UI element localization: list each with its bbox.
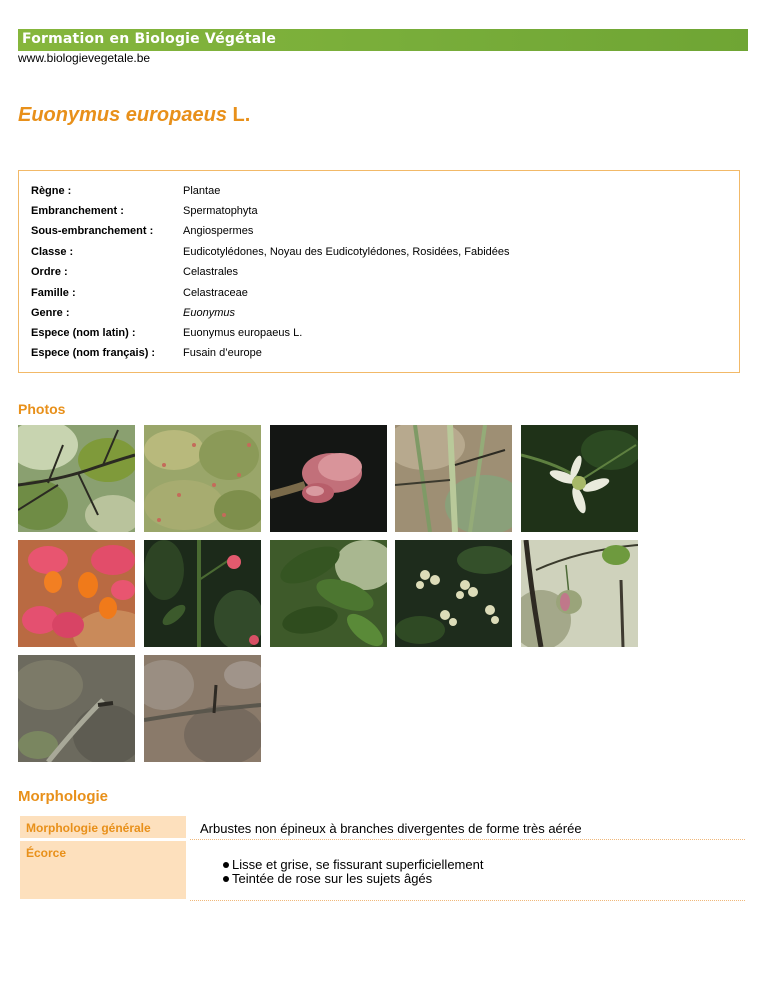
photos-heading: Photos (18, 401, 66, 417)
taxonomy-value: Eudicotylédones, Noyau des Eudicotylédones, Rosidées, Fabidées (183, 246, 510, 258)
banner-title: Formation en Biologie Végétale (22, 31, 277, 47)
taxonomy-label: Règne : (31, 185, 72, 197)
taxonomy-value: Angiospermes (183, 225, 254, 237)
taxonomy-value: Spermatophyta (183, 205, 258, 217)
taxonomy-value: Celastraceae (183, 287, 248, 299)
morphology-general-label: Morphologie générale (20, 816, 186, 838)
list-item: Teintée de rose sur les sujets âgés (222, 872, 483, 886)
taxonomy-value: Plantae (183, 185, 221, 197)
photo-shrub-foliage[interactable] (144, 425, 261, 532)
site-banner (18, 29, 748, 51)
taxonomy-label: Espece (nom français) : (31, 347, 156, 359)
photo-pink-orange-fruits[interactable] (18, 540, 135, 647)
taxonomy-value: Fusain d’europe (183, 347, 262, 359)
morphology-general-text: Arbustes non épineux à branches divergentes de forme très aérée (200, 821, 582, 836)
bark-list (222, 858, 483, 886)
taxonomy-value: Euonymus europaeus L. (183, 327, 303, 339)
taxonomy-label: Espece (nom latin) : (31, 327, 136, 339)
page-title (18, 104, 250, 127)
taxonomy-box (18, 170, 740, 373)
taxonomy-label: Genre : (31, 307, 70, 319)
photo-flower-clusters[interactable] (395, 540, 512, 647)
photo-green-capsule[interactable] (521, 540, 638, 647)
photo-stem-with-fruit[interactable] (144, 540, 261, 647)
taxonomy-label: Sous-embranchement : (31, 225, 154, 237)
taxonomy-label: Ordre : (31, 266, 68, 278)
species-latin-name: Euonymus europaeus (18, 104, 227, 126)
photo-pink-bud[interactable] (270, 425, 387, 532)
species-author: L. (232, 104, 251, 126)
photo-winter-branch[interactable] (144, 655, 261, 762)
photo-green-stems[interactable] (395, 425, 512, 532)
row-divider (190, 900, 745, 901)
taxonomy-label: Classe : (31, 246, 74, 258)
row-divider (190, 839, 745, 840)
photo-green-leaves[interactable] (270, 540, 387, 647)
photo-white-flower[interactable] (521, 425, 638, 532)
site-url-link[interactable]: www.biologievegetale.be (18, 51, 151, 65)
taxonomy-label: Embranchement : (31, 205, 124, 217)
taxonomy-value: Euonymus (183, 307, 235, 319)
taxonomy-value: Celastrales (183, 266, 239, 278)
list-item: Lisse et grise, se fissurant superficiellement (222, 858, 483, 872)
taxonomy-label: Famille : (31, 287, 76, 299)
photo-winter-twig[interactable] (18, 655, 135, 762)
photo-branches-leaves[interactable] (18, 425, 135, 532)
morphology-heading: Morphologie (18, 788, 108, 805)
bark-label: Écorce (20, 841, 186, 899)
